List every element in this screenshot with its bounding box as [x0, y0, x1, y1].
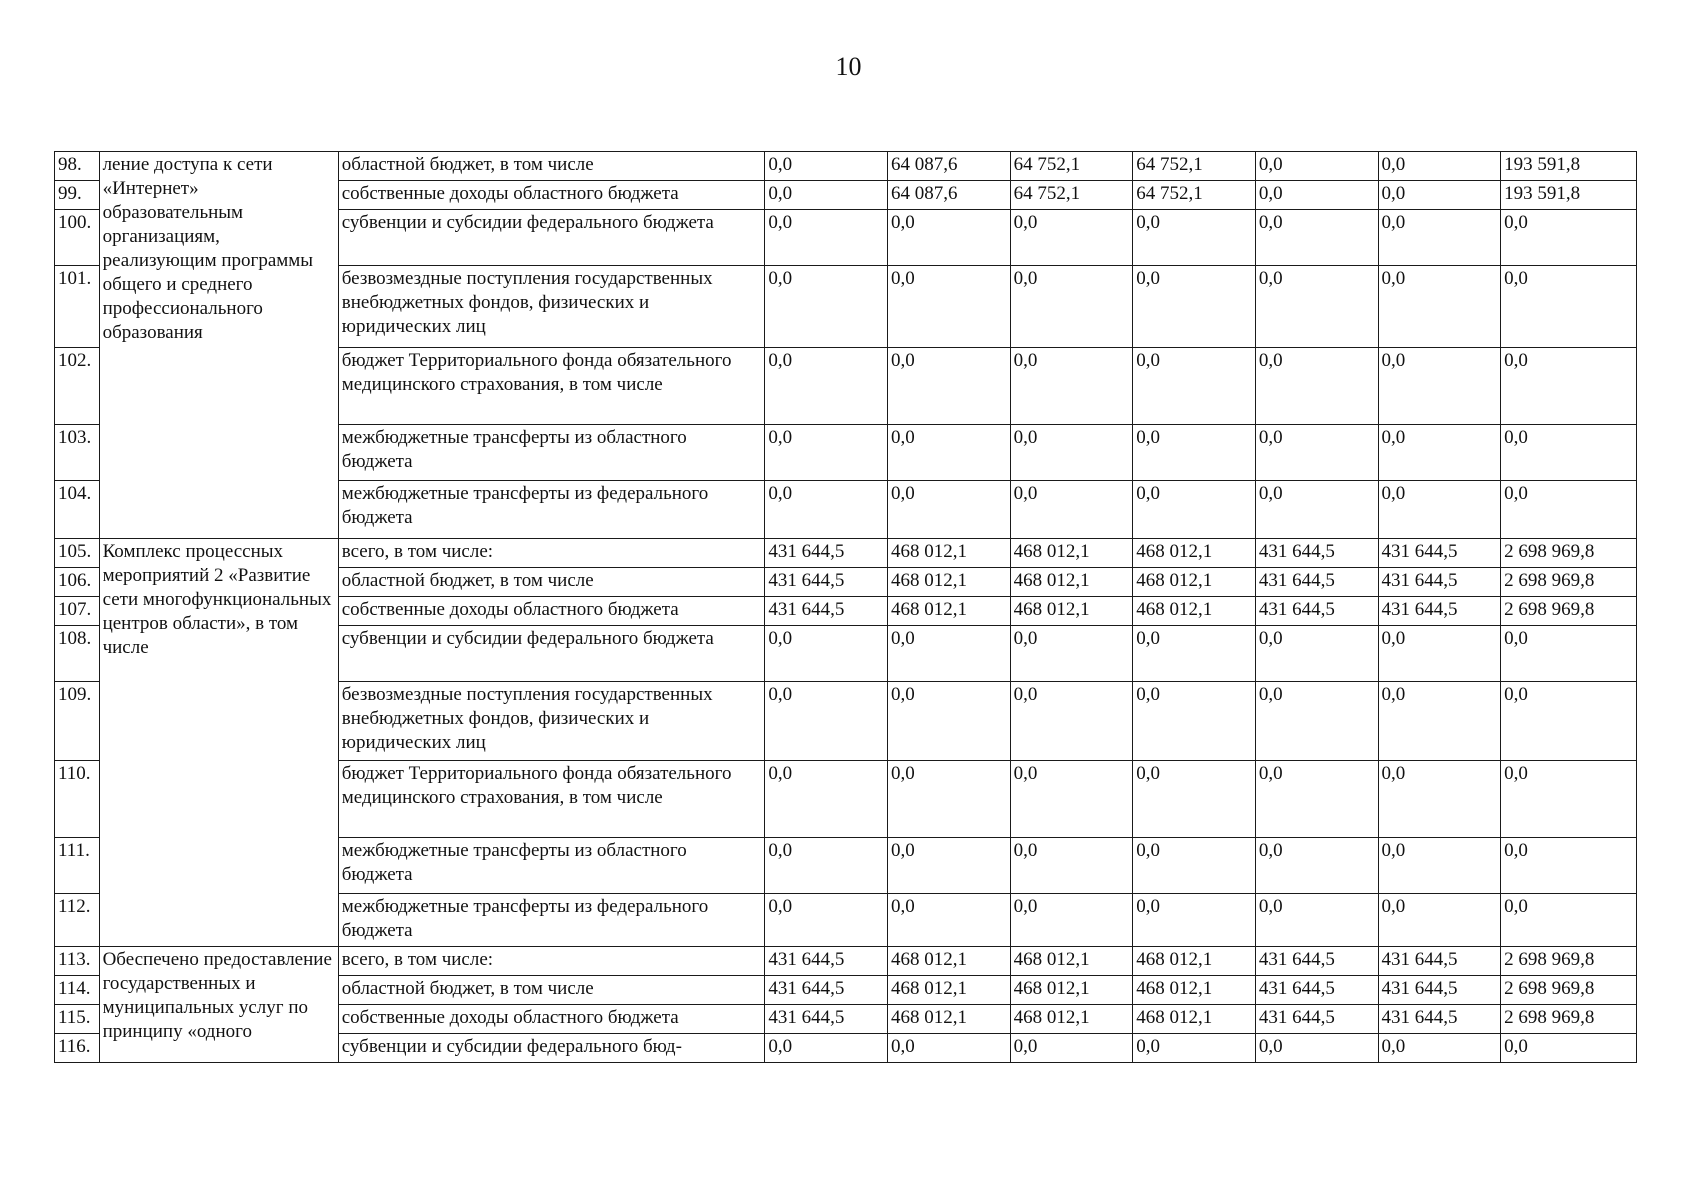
year-value: 0,0 [1010, 210, 1133, 266]
funding-source: бюджет Территориального фонда обязательного медицинского страхования, в том числе [338, 348, 765, 425]
year-value: 468 012,1 [888, 597, 1011, 626]
table-row [55, 947, 1637, 976]
year-value: 0,0 [1378, 425, 1501, 481]
year-value: 0,0 [888, 682, 1011, 761]
total-value: 0,0 [1501, 425, 1637, 481]
total-value: 0,0 [1501, 481, 1637, 539]
year-value: 468 012,1 [1010, 597, 1133, 626]
funding-source: областной бюджет, в том числе [338, 976, 765, 1005]
row-number: 114. [55, 976, 100, 1005]
year-value: 0,0 [1010, 626, 1133, 682]
funding-source: областной бюджет, в том числе [338, 152, 765, 181]
object-name: Обеспечено предоставление государственных и муниципальных услуг по принципу «одного [99, 947, 338, 1063]
year-value: 468 012,1 [888, 947, 1011, 976]
funding-source: субвенции и субсидии федерального бюд- [338, 1034, 765, 1063]
year-value: 0,0 [888, 838, 1011, 894]
year-value: 431 644,5 [1378, 568, 1501, 597]
total-value: 193 591,8 [1501, 152, 1637, 181]
year-value: 468 012,1 [1133, 947, 1256, 976]
total-value: 0,0 [1501, 210, 1637, 266]
row-number: 100. [55, 210, 100, 266]
year-value: 64 087,6 [888, 152, 1011, 181]
funding-source: межбюджетные трансферты из областного бюджета [338, 838, 765, 894]
year-value: 468 012,1 [1010, 568, 1133, 597]
year-value: 0,0 [888, 348, 1011, 425]
year-value: 0,0 [1010, 348, 1133, 425]
year-value: 468 012,1 [1133, 976, 1256, 1005]
year-value: 0,0 [888, 425, 1011, 481]
budget-table [54, 151, 1637, 1063]
year-value: 0,0 [765, 761, 888, 838]
year-value: 0,0 [888, 761, 1011, 838]
year-value: 0,0 [1255, 266, 1378, 348]
year-value: 431 644,5 [1378, 597, 1501, 626]
total-value: 0,0 [1501, 838, 1637, 894]
year-value: 468 012,1 [1133, 539, 1256, 568]
year-value: 0,0 [1133, 682, 1256, 761]
year-value: 431 644,5 [1378, 1005, 1501, 1034]
year-value: 0,0 [1133, 210, 1256, 266]
year-value: 0,0 [1255, 481, 1378, 539]
row-number: 101. [55, 266, 100, 348]
funding-source: безвозмездные поступления государственных внебюджетных фондов, физических и юридических лиц [338, 682, 765, 761]
funding-source: всего, в том числе: [338, 947, 765, 976]
year-value: 431 644,5 [1378, 976, 1501, 1005]
year-value: 0,0 [765, 152, 888, 181]
year-value: 0,0 [765, 626, 888, 682]
year-value: 431 644,5 [1255, 976, 1378, 1005]
year-value: 0,0 [1133, 838, 1256, 894]
row-number: 116. [55, 1034, 100, 1063]
year-value: 0,0 [1378, 181, 1501, 210]
funding-source: собственные доходы областного бюджета [338, 597, 765, 626]
year-value: 0,0 [1010, 266, 1133, 348]
year-value: 0,0 [1133, 1034, 1256, 1063]
total-value: 193 591,8 [1501, 181, 1637, 210]
year-value: 0,0 [1378, 1034, 1501, 1063]
row-number: 105. [55, 539, 100, 568]
year-value: 0,0 [765, 682, 888, 761]
year-value: 0,0 [1133, 626, 1256, 682]
year-value: 0,0 [1378, 152, 1501, 181]
year-value: 0,0 [1010, 761, 1133, 838]
total-value: 0,0 [1501, 761, 1637, 838]
row-number: 111. [55, 838, 100, 894]
row-number: 98. [55, 152, 100, 181]
year-value: 64 752,1 [1133, 152, 1256, 181]
object-name: Комплекс процессных мероприятий 2 «Развитие сети многофункциональных центров области», в том числе [99, 539, 338, 947]
total-value: 2 698 969,8 [1501, 568, 1637, 597]
year-value: 0,0 [1010, 682, 1133, 761]
total-value: 2 698 969,8 [1501, 976, 1637, 1005]
year-value: 0,0 [1378, 682, 1501, 761]
funding-source: собственные доходы областного бюджета [338, 181, 765, 210]
year-value: 0,0 [1010, 481, 1133, 539]
year-value: 431 644,5 [1378, 947, 1501, 976]
object-name: ление доступа к сети «Интернет» образовательным организациям, реализующим программы общего и среднего профессионального образования [99, 152, 338, 539]
funding-source: всего, в том числе: [338, 539, 765, 568]
year-value: 0,0 [765, 425, 888, 481]
year-value: 0,0 [765, 266, 888, 348]
year-value: 0,0 [888, 266, 1011, 348]
year-value: 431 644,5 [765, 1005, 888, 1034]
funding-source: областной бюджет, в том числе [338, 568, 765, 597]
funding-source: бюджет Территориального фонда обязательного медицинского страхования, в том числе [338, 761, 765, 838]
year-value: 468 012,1 [1010, 539, 1133, 568]
year-value: 431 644,5 [765, 947, 888, 976]
funding-source: межбюджетные трансферты из федерального бюджета [338, 894, 765, 947]
year-value: 0,0 [888, 1034, 1011, 1063]
year-value: 468 012,1 [888, 568, 1011, 597]
year-value: 468 012,1 [1133, 597, 1256, 626]
year-value: 64 752,1 [1010, 152, 1133, 181]
year-value: 0,0 [888, 626, 1011, 682]
year-value: 0,0 [1255, 425, 1378, 481]
year-value: 468 012,1 [888, 539, 1011, 568]
year-value: 0,0 [1010, 838, 1133, 894]
year-value: 431 644,5 [1255, 1005, 1378, 1034]
row-number: 112. [55, 894, 100, 947]
year-value: 0,0 [1255, 682, 1378, 761]
year-value: 0,0 [1378, 210, 1501, 266]
year-value: 0,0 [1133, 266, 1256, 348]
year-value: 0,0 [765, 894, 888, 947]
row-number: 103. [55, 425, 100, 481]
funding-source: субвенции и субсидии федерального бюджета [338, 210, 765, 266]
total-value: 2 698 969,8 [1501, 539, 1637, 568]
row-number: 99. [55, 181, 100, 210]
year-value: 0,0 [1378, 626, 1501, 682]
year-value: 0,0 [888, 894, 1011, 947]
total-value: 0,0 [1501, 266, 1637, 348]
year-value: 0,0 [1378, 348, 1501, 425]
year-value: 0,0 [1378, 894, 1501, 947]
funding-source: субвенции и субсидии федерального бюджета [338, 626, 765, 682]
year-value: 0,0 [1378, 481, 1501, 539]
year-value: 0,0 [1255, 1034, 1378, 1063]
year-value: 0,0 [1133, 894, 1256, 947]
row-number: 102. [55, 348, 100, 425]
year-value: 0,0 [1133, 425, 1256, 481]
year-value: 0,0 [1255, 761, 1378, 838]
year-value: 64 752,1 [1010, 181, 1133, 210]
year-value: 0,0 [765, 181, 888, 210]
year-value: 0,0 [1255, 838, 1378, 894]
year-value: 431 644,5 [765, 597, 888, 626]
year-value: 0,0 [1255, 894, 1378, 947]
year-value: 0,0 [1255, 210, 1378, 266]
year-value: 0,0 [765, 348, 888, 425]
row-number: 109. [55, 682, 100, 761]
year-value: 468 012,1 [888, 1005, 1011, 1034]
year-value: 0,0 [1133, 761, 1256, 838]
funding-source: межбюджетные трансферты из областного бюджета [338, 425, 765, 481]
year-value: 0,0 [1378, 838, 1501, 894]
year-value: 0,0 [1010, 894, 1133, 947]
year-value: 431 644,5 [765, 539, 888, 568]
year-value: 0,0 [1255, 152, 1378, 181]
year-value: 468 012,1 [1133, 1005, 1256, 1034]
year-value: 468 012,1 [1010, 976, 1133, 1005]
year-value: 64 752,1 [1133, 181, 1256, 210]
total-value: 2 698 969,8 [1501, 947, 1637, 976]
year-value: 431 644,5 [1255, 568, 1378, 597]
year-value: 0,0 [888, 210, 1011, 266]
total-value: 0,0 [1501, 626, 1637, 682]
year-value: 0,0 [765, 1034, 888, 1063]
total-value: 0,0 [1501, 894, 1637, 947]
year-value: 468 012,1 [1010, 947, 1133, 976]
total-value: 0,0 [1501, 1034, 1637, 1063]
row-number: 113. [55, 947, 100, 976]
row-number: 104. [55, 481, 100, 539]
year-value: 468 012,1 [888, 976, 1011, 1005]
page-number: 10 [835, 52, 862, 81]
year-value: 0,0 [765, 210, 888, 266]
year-value: 0,0 [888, 481, 1011, 539]
year-value: 0,0 [1255, 181, 1378, 210]
row-number: 107. [55, 597, 100, 626]
year-value: 431 644,5 [1255, 597, 1378, 626]
year-value: 0,0 [1378, 266, 1501, 348]
table-row [55, 152, 1637, 181]
row-number: 115. [55, 1005, 100, 1034]
year-value: 0,0 [1255, 626, 1378, 682]
row-number: 108. [55, 626, 100, 682]
table-row [55, 539, 1637, 568]
funding-source: межбюджетные трансферты из федерального бюджета [338, 481, 765, 539]
year-value: 0,0 [765, 481, 888, 539]
year-value: 431 644,5 [765, 568, 888, 597]
row-number: 106. [55, 568, 100, 597]
year-value: 431 644,5 [1255, 947, 1378, 976]
total-value: 0,0 [1501, 682, 1637, 761]
year-value: 0,0 [1133, 348, 1256, 425]
year-value: 431 644,5 [1255, 539, 1378, 568]
year-value: 64 087,6 [888, 181, 1011, 210]
year-value: 0,0 [1133, 481, 1256, 539]
year-value: 431 644,5 [765, 976, 888, 1005]
total-value: 2 698 969,8 [1501, 597, 1637, 626]
row-number: 110. [55, 761, 100, 838]
total-value: 2 698 969,8 [1501, 1005, 1637, 1034]
year-value: 0,0 [1010, 1034, 1133, 1063]
year-value: 431 644,5 [1378, 539, 1501, 568]
funding-source: собственные доходы областного бюджета [338, 1005, 765, 1034]
year-value: 0,0 [765, 838, 888, 894]
year-value: 0,0 [1010, 425, 1133, 481]
year-value: 0,0 [1378, 761, 1501, 838]
funding-source: безвозмездные поступления государственных внебюджетных фондов, физических и юридических лиц [338, 266, 765, 348]
year-value: 468 012,1 [1133, 568, 1256, 597]
year-value: 468 012,1 [1010, 1005, 1133, 1034]
total-value: 0,0 [1501, 348, 1637, 425]
year-value: 0,0 [1255, 348, 1378, 425]
